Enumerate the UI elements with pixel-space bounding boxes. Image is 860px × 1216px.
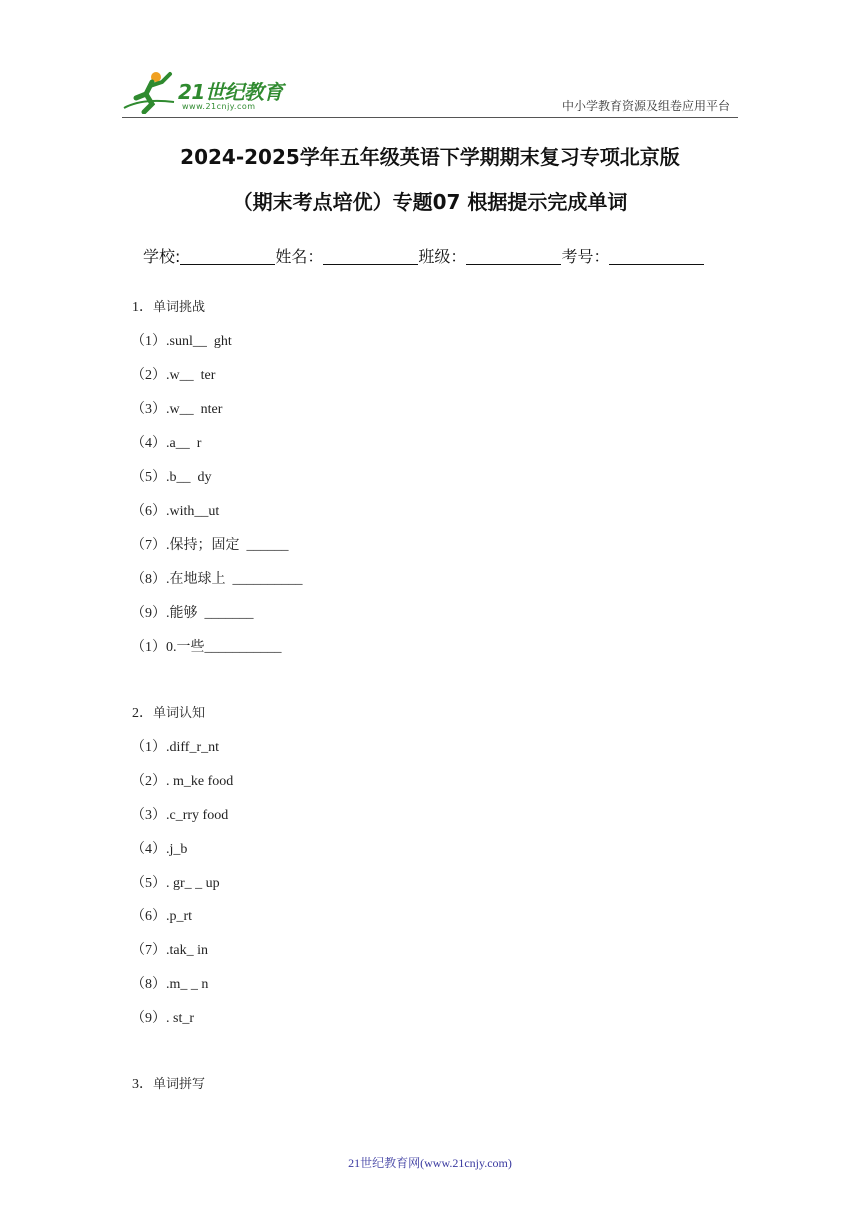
list-item: （9）.能够 _______	[131, 606, 254, 621]
section-number: 1．	[132, 300, 153, 315]
list-item: （6）.p_rt	[131, 909, 193, 924]
site-logo	[122, 68, 292, 114]
logo-text: 21世纪教育	[178, 80, 283, 104]
logo-url: www.21cnjy.com	[182, 102, 256, 111]
section-number: 2．	[132, 706, 153, 721]
list-item: （4）.a__ r	[131, 436, 202, 451]
page-subtitle: （期末考点培优）专题07 根据提示完成单词	[232, 190, 628, 214]
list-item: （6）.with__ut	[131, 504, 220, 519]
list-item: （3）.w__ nter	[131, 402, 223, 417]
class-label: 班级：	[418, 247, 467, 266]
list-item: （8）.m_ _ n	[131, 977, 209, 992]
section-label: 单词认知	[153, 706, 206, 721]
list-item: （4）.j_b	[131, 842, 188, 857]
list-item: （2）. m_ke food	[131, 774, 234, 789]
exam-no-label: 考号：	[561, 247, 610, 266]
list-item: （9）. st_r	[131, 1011, 194, 1026]
page-footer[interactable]: 21世纪教育网(www.21cnjy.com)	[348, 1156, 512, 1170]
header-slogan: 中小学教育资源及组卷应用平台	[561, 99, 730, 113]
list-item: （1）.sunl__ ght	[131, 334, 232, 349]
class-blank	[466, 248, 561, 265]
list-item: （7）.保持；固定 ______	[131, 538, 289, 553]
list-item: （3）.c_rry food	[131, 808, 229, 823]
student-info-line	[143, 244, 704, 267]
section-heading	[132, 296, 205, 316]
section-number: 3．	[132, 1077, 153, 1092]
list-item: （2）.w__ ter	[131, 368, 216, 383]
list-item: （1）.diff_r_nt	[131, 740, 220, 755]
section-heading	[132, 702, 205, 722]
runner-logo-icon	[122, 68, 178, 114]
header-divider	[122, 117, 738, 118]
section-heading	[132, 1073, 205, 1093]
list-item: （5）. gr_ _ up	[131, 876, 220, 891]
name-label: 姓名：	[275, 247, 324, 266]
name-blank	[323, 248, 418, 265]
school-blank	[180, 248, 275, 265]
list-item: （5）.b__ dy	[131, 470, 212, 485]
section-label: 单词拼写	[153, 1077, 206, 1092]
list-item: （7）.tak_ in	[131, 943, 208, 958]
list-item: （1）0.一些___________	[131, 640, 282, 655]
list-item: （8）.在地球上 __________	[131, 572, 303, 587]
exam-no-blank	[609, 248, 704, 265]
section-label: 单词挑战	[153, 300, 206, 315]
page-title: 2024-2025学年五年级英语下学期期末复习专项北京版	[180, 145, 680, 169]
school-label: 学校:	[143, 247, 181, 266]
